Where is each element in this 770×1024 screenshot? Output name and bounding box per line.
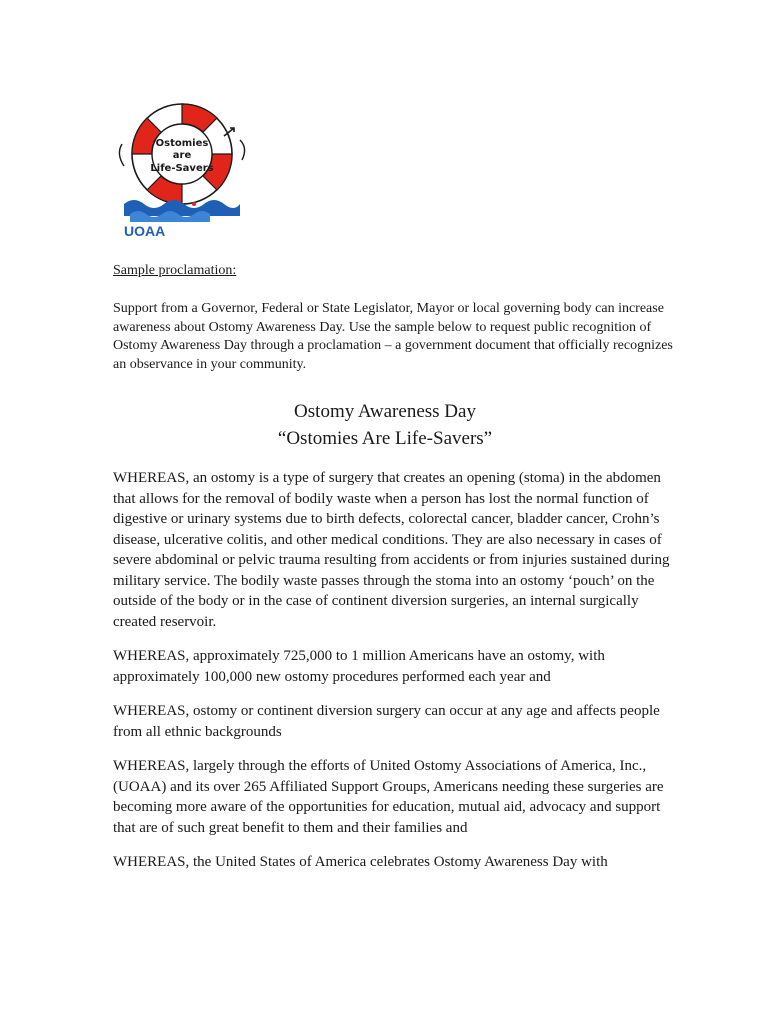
whereas-paragraph-5: WHEREAS, the United States of America celebrates Ostomy Awareness Day with bbox=[113, 854, 608, 870]
logo-ring-text-3: Life-Savers bbox=[150, 163, 214, 174]
whereas-paragraph-1: WHEREAS, an ostomy is a type of surgery that creates an opening (stoma) in the abdomen that allows for the removal of bodily waste when a person has lost the normal function of digestive or urinary systems due to birth defects, colorectal cancer, bladder cancer, Crohn’s disease, ulcerative colitis, and other medical conditions. They are also necessary in cases of severe abdominal or pelvic trauma resulting from accidents or from injuries sustained during military service. The bodily waste passes through the stoma into an ostomy ‘pouch’ on the outside of the body or in the case of continent diversion surgeries, an internal surgically created reservoir. bbox=[113, 470, 670, 630]
sample-proclamation-label: Sample proclamation: bbox=[113, 263, 237, 278]
proclamation-subtitle: “Ostomies Are Life-Savers” bbox=[277, 428, 493, 449]
intro-paragraph: Support from a Governor, Federal or State Legislator, Mayor or local governing body can increase awareness about Ostomy Awareness Day. Use the sample below to request public recognition of Ostomy Awareness Day through a proclamation – a government document that officially recognizes an observance in your community. bbox=[113, 301, 673, 372]
proclamation-title: Ostomy Awareness Day bbox=[294, 401, 476, 422]
proclamation-heading bbox=[0, 398, 770, 452]
whereas-paragraph-4: WHEREAS, largely through the efforts of United Ostomy Associations of America, Inc., (UOAA) and its over 265 Affiliated Support Groups, Americans needing these surgeries are becoming more aware of the opportunities for education, mutual aid, advocacy and support that are of such great benefit to them and their families and bbox=[113, 758, 664, 836]
whereas-paragraph-3: WHEREAS, ostomy or continent diversion surgery can occur at any age and affects people from all ethnic backgrounds bbox=[113, 703, 660, 740]
logo-org-text: UOAA bbox=[124, 223, 166, 239]
proclamation-body bbox=[113, 468, 673, 887]
whereas-paragraph-2: WHEREAS, approximately 725,000 to 1 million Americans have an ostomy, with approximately 100,000 new ostomy procedures performed each year and bbox=[113, 648, 605, 685]
logo-ring-text-2: are bbox=[172, 150, 192, 161]
logo-ring-text-1: Ostomies bbox=[155, 138, 209, 149]
ostomies-life-savers-logo bbox=[112, 96, 250, 244]
